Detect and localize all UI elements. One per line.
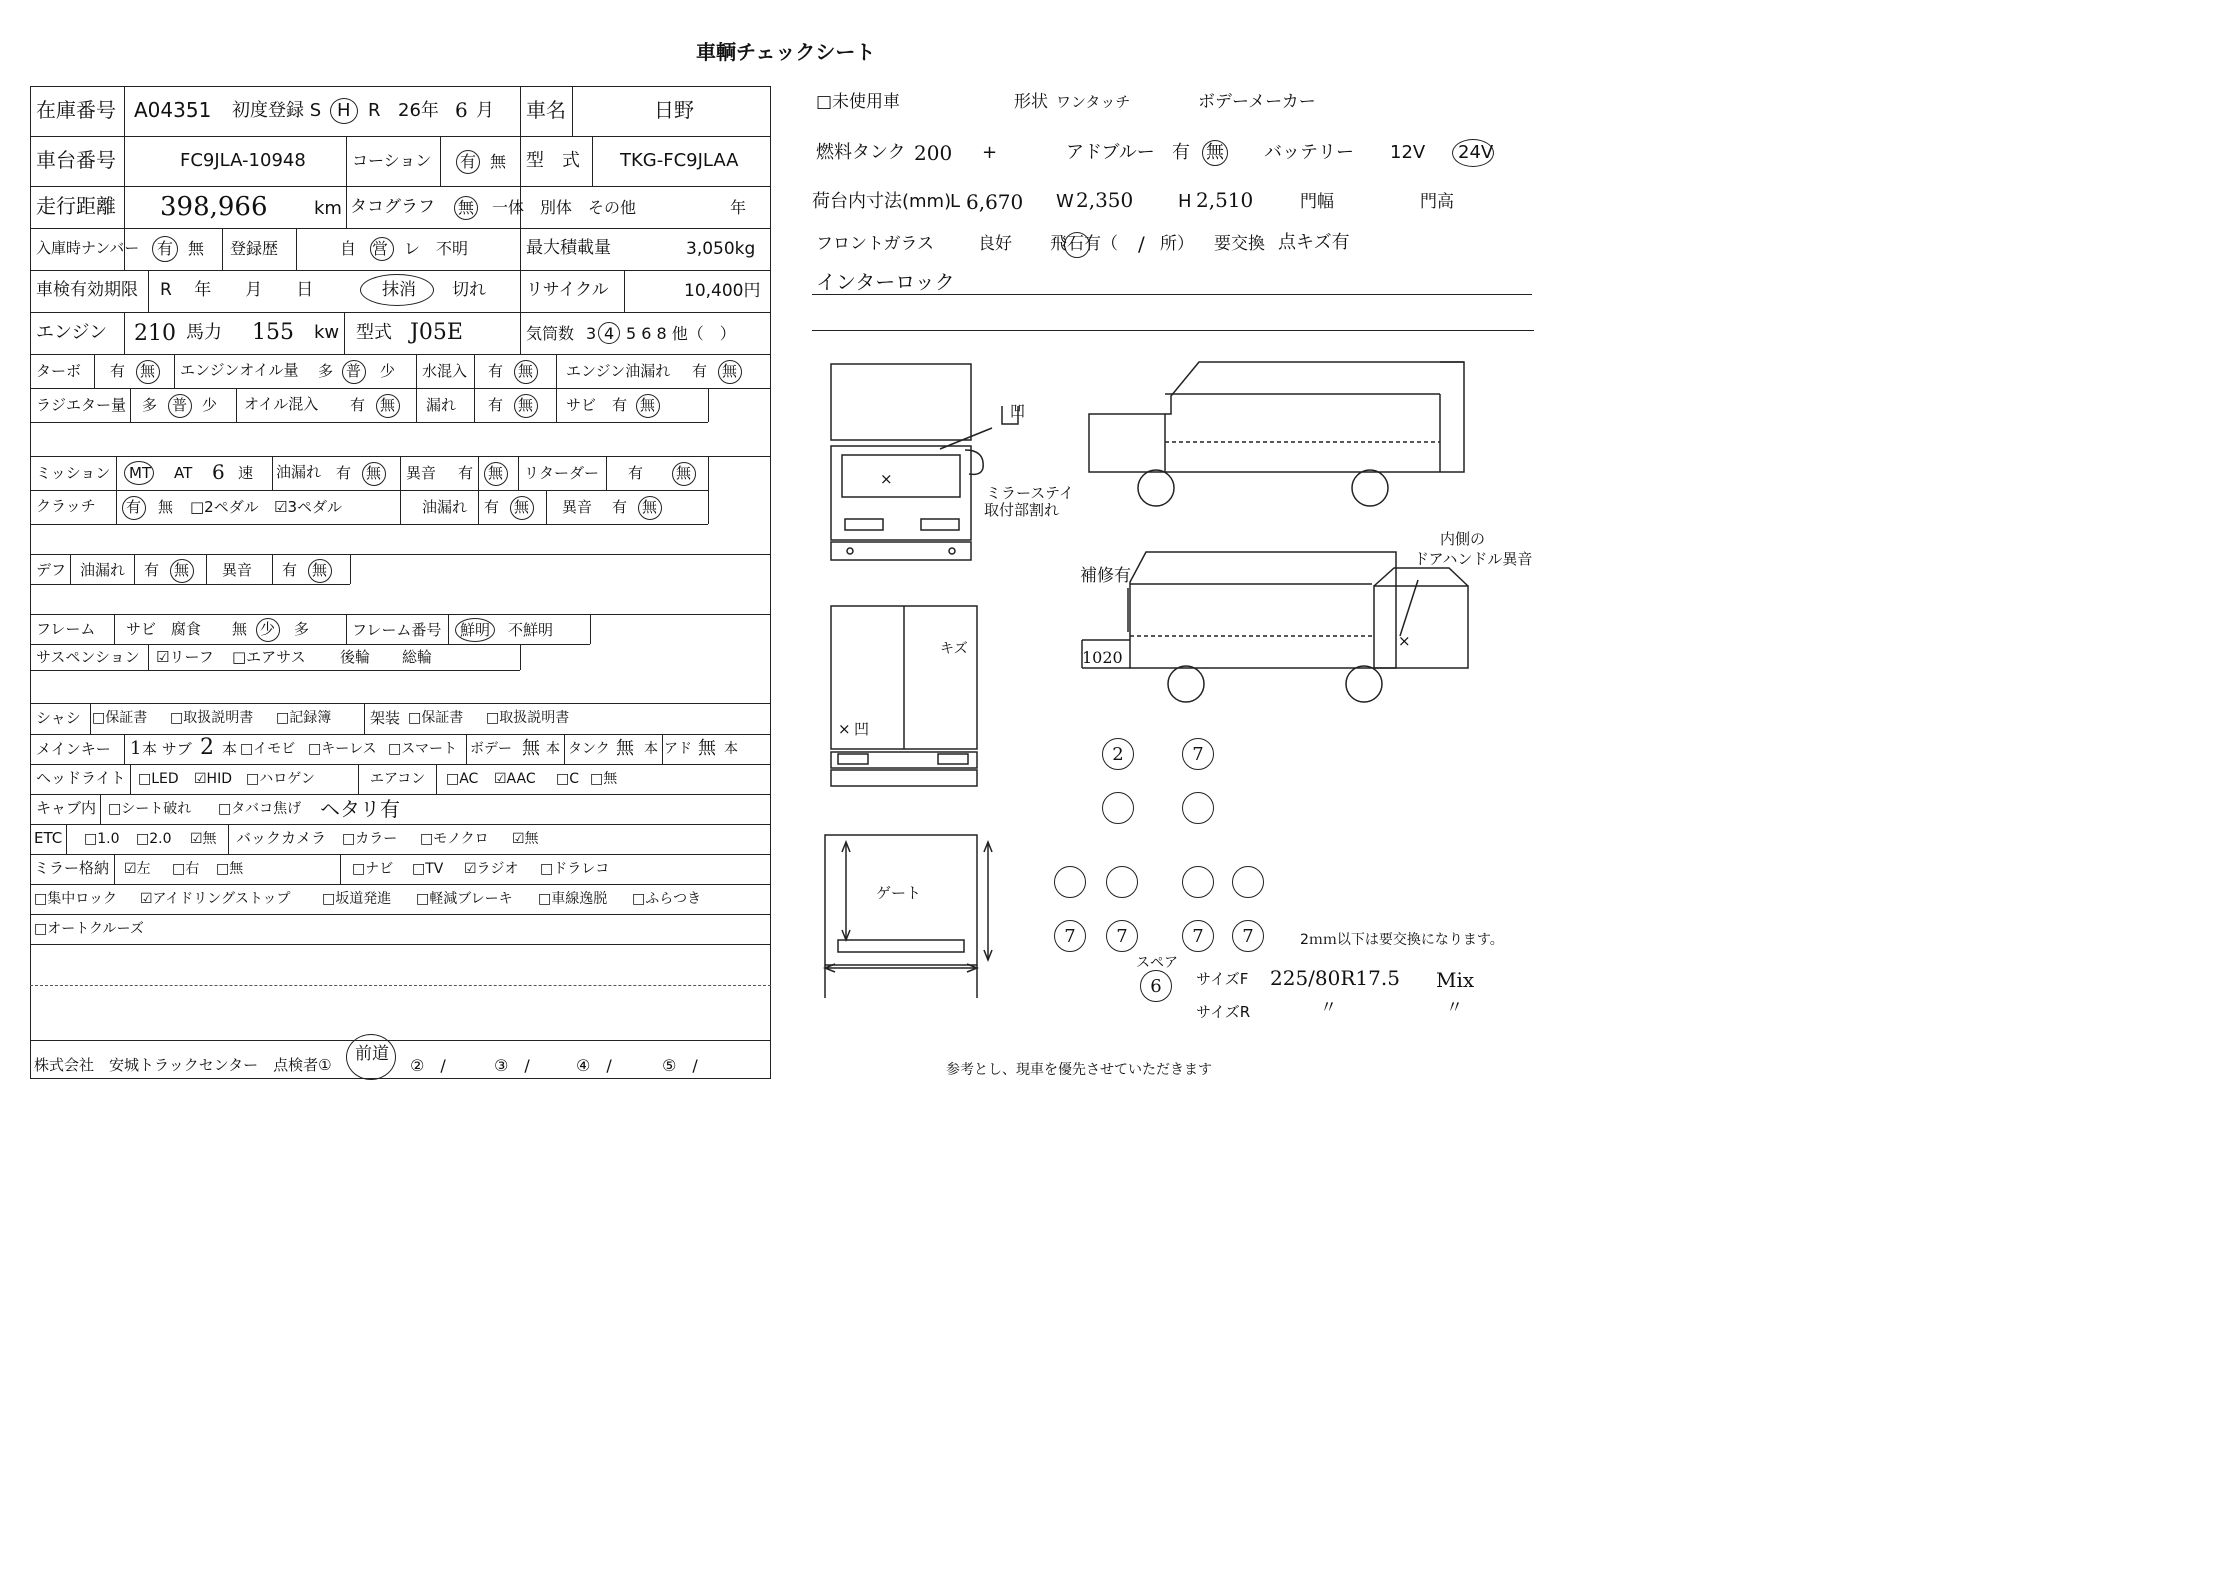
mission-noise-label: 異音 [406,464,437,482]
lane-departure-check[interactable]: □車線逸脱 [538,891,608,907]
mileage-label: 走行距離 [36,194,116,218]
page-title: 車輌チェックシート [696,40,876,64]
tire-rear2-inner-left: 7 [1106,920,1138,952]
diff-label: デフ [36,561,67,579]
front-view-roof [831,364,971,440]
air-suspension-check[interactable]: □エアサス [232,648,306,666]
leak-label: 漏れ [426,396,457,414]
cab-label: キャブ内 [36,799,97,817]
radio-check[interactable]: ☑ラジオ [464,861,519,877]
tire-rear-outer-left [1054,866,1086,898]
windshield-chip: 飛石有（ [1050,234,1118,254]
diff-noise-label: 異音 [222,561,253,579]
mirror-none-check[interactable]: □無 [216,861,244,877]
bed-l-value: 6,670 [966,190,1024,214]
mission-noise-yes: 有 [458,464,474,482]
frame-few: 少 [260,620,276,638]
oil-few: 少 [380,362,396,380]
frame-none: 無 [232,620,248,638]
reg-month-unit: 月 [476,100,494,121]
inspection-label: 車検有効期限 [36,280,138,300]
disclaimer-note: 参考とし、現車を優先させていただきます [946,1062,1212,1078]
three-pedal-check[interactable]: ☑3ペダル [274,498,342,516]
cab-note: ヘタリ有 [320,797,400,821]
key-text-hon: 本 [222,740,238,758]
mission-noise-no: 無 [488,464,504,482]
leaf-check[interactable]: ☑リーフ [156,648,214,666]
coating-yes: 有 [460,152,477,171]
gate-height-label: 門高 [1420,192,1454,212]
fuel-tank-label: 燃料タンク [816,142,906,163]
chassis-warranty-check[interactable]: □保証書 [92,710,148,726]
seat-tear-check[interactable]: □シート破れ [108,801,192,817]
mission-label: ミッション [36,464,111,482]
hid-check[interactable]: ☑HID [194,771,232,787]
c-check[interactable]: □C [556,771,580,787]
frame-many: 多 [294,620,310,638]
chassis-docs-label: シャシ [36,709,81,727]
engine-label: エンジン [36,322,108,343]
reg-history-label: 登録歴 [230,239,279,258]
battery-12v: 12V [1390,142,1426,163]
camera-mono-check[interactable]: □モノクロ [420,831,489,847]
clutch-noise-yes: 有 [612,498,628,516]
shape-label: 形状 [1014,92,1048,112]
mission-leak-yes: 有 [336,464,352,482]
frame-label: フレーム [36,620,96,638]
spare-label: スペア [1136,955,1178,971]
tire-front-right: 7 [1182,738,1214,770]
frame-number-label: フレーム番号 [352,621,442,639]
tacho-options: 一体 別体 その他 [492,198,637,217]
inspection-expired: 切れ [452,280,486,300]
kw-unit: kw [314,322,340,343]
hill-start-check[interactable]: □坂道発進 [322,891,392,907]
clutch-no: 無 [158,498,174,516]
gate-label: ゲート [876,884,922,902]
diff-leak-no: 無 [174,561,190,579]
reg-month-value: 6 [455,98,468,122]
body-key-label: ボデー [470,741,512,757]
clutch-leak-yes: 有 [484,498,500,516]
size-rear-label: サイズR [1196,1003,1251,1021]
camera-color-check[interactable]: □カラー [342,831,398,847]
tire-replace-note: 2ｍｍ以下は要交換になります。 [1300,932,1504,948]
aircon-none-check[interactable]: □無 [590,771,618,787]
rust-label: サビ [566,396,597,414]
body-maker-label: ボデーメーカー [1198,92,1316,112]
cruise-check[interactable]: □オートクルーズ [34,921,144,937]
key-text-sub: 本 サブ [142,740,192,758]
tv-check[interactable]: □TV [412,861,444,877]
adblue-label: アドブルー [1066,142,1155,163]
tacho-year: 年 [730,198,747,217]
inspection-cancelled: 抹消 [382,280,416,300]
retarder-no: 無 [676,464,692,482]
clutch-yes: 有 [126,498,142,516]
size-rear-note: 〃 [1446,998,1463,1018]
front-view-cab [831,446,971,540]
repair-note: 補修有 [1080,566,1131,586]
engine-model-label: 型式 [356,322,392,343]
adblue-key-label: アド [664,741,692,757]
spare-tire: 6 [1140,970,1172,1002]
aac-check[interactable]: ☑AAC [494,771,536,787]
idling-stop-check[interactable]: ☑アイドリングストップ [140,891,291,907]
front-dent-note: 凹 [1010,402,1026,420]
adblue-no: 無 [1206,142,1224,163]
hp-label: 馬力 [186,322,222,343]
unused-vehicle-check[interactable]: □未使用車 [816,92,901,112]
brake-assist-check[interactable]: □軽減ブレーキ [416,891,513,907]
stock-number: A04351 [134,98,212,122]
reg-year: 26年 [398,100,439,121]
cylinder-options-rest: 5 6 8 他（ ） [626,324,736,343]
side-scratch-mark: × [1398,632,1411,650]
frame-clear: 鮮明 [460,621,491,639]
door-note-2: ドアハンドル異音 [1414,550,1533,568]
cylinder-option-3: 3 [586,324,597,343]
tire-front-left: 2 [1102,738,1134,770]
headlight-label: ヘッドライト [36,769,126,787]
inspector-slot-3: ③ / [494,1056,530,1075]
etc-2-check[interactable]: □2.0 [136,831,172,847]
inspector-slot-2: ② / [410,1056,446,1075]
chassis-number: FC9JLA-10948 [180,150,306,171]
etc-label: ETC [34,829,63,847]
mission-at: AT [174,464,193,482]
turbo-label: ターボ [36,362,82,380]
cylinder-label: 気筒数 [526,324,575,343]
wobble-check[interactable]: □ふらつき [632,891,702,907]
inspection-date-fields: R 年 月 日 [160,280,314,300]
suspension-label: サスペンション [36,648,140,666]
coating-label: コーション [352,151,432,170]
engine-kw-value: 155 [252,320,294,345]
all-wheel: 総輪 [402,648,433,666]
mirror-stay-note: ミラーステイ [986,484,1074,502]
water-yes: 有 [488,362,504,380]
body-key-value: 無 [522,738,540,759]
mirror-crack-note: 取付部割れ [984,501,1060,519]
clutch-leak-label: 油漏れ [422,498,468,516]
model-value: TKG-FC9JLAA [620,150,739,171]
water-mix-label: 水混入 [422,362,468,380]
mileage-value: 398,966 [160,192,268,222]
rear-dent-note: 凹 [854,720,870,738]
era-h: H [337,100,351,121]
turbo-no: 無 [140,362,156,380]
tire-front2-left [1102,792,1134,824]
tire-front2-right [1182,792,1214,824]
bed-h-value: 2,510 [1196,188,1254,212]
diff-leak-yes: 有 [144,561,160,579]
engine-oil-leak-label: エンジン油漏れ [566,362,671,380]
size-front-value: 225/80R17.5 [1270,966,1400,990]
rear-dent-mark: × [838,720,851,738]
frame-unclear: 不鮮明 [508,621,554,639]
cig-burn-check[interactable]: □タバコ焦げ [218,801,302,817]
inspector-name: 前道 [355,1044,389,1064]
engine-hp-value: 210 [134,321,176,346]
etc-none-check[interactable]: ☑無 [190,831,217,847]
size-front-label: サイズF [1196,970,1249,988]
mission-leak-label: 油漏れ [276,463,322,481]
diff-noise-no: 無 [312,561,328,579]
diff-noise-yes: 有 [282,561,298,579]
dashcam-check[interactable]: □ドラレコ [540,861,610,877]
model-label: 型 式 [526,150,580,171]
radiator-normal: 普 [172,396,188,414]
body-key-unit: 本 [546,741,560,757]
size-rear-value: 〃 [1320,998,1337,1018]
retarder-label: リターダー [524,464,600,482]
windshield-note: 点キズ有 [1278,232,1350,253]
fuel-tank-value: 200 [914,141,953,165]
mirror-left-check[interactable]: ☑左 [124,861,151,877]
coating-no: 無 [490,152,507,171]
chassis-label: 車台番号 [36,148,116,172]
bed-w-value: 2,350 [1076,188,1134,212]
truck-side-cab-1 [1089,414,1165,472]
clutch-noise-no: 無 [642,498,658,516]
door-note-1: 内側の [1440,530,1486,548]
mission-mt: MT [129,464,152,482]
first-reg-label: 初度登録 S [232,100,322,121]
fuel-plus: + [982,142,998,163]
recycle-label: リサイクル [526,280,609,300]
plate-no: 無 [188,239,205,258]
navi-check[interactable]: □ナビ [352,861,394,877]
tire-rear-inner-left [1106,866,1138,898]
adblue-key-unit: 本 [724,741,738,757]
front-scratch-mark: × [880,470,893,488]
main-key-count: 1 [130,738,142,759]
oil-many: 多 [318,362,334,380]
mirror-right-check[interactable]: □右 [172,861,200,877]
ac-check[interactable]: □AC [446,771,479,787]
chassis-manual-check[interactable]: □取扱説明書 [170,710,254,726]
chassis-record-check[interactable]: □記録簿 [276,710,332,726]
turbo-yes: 有 [110,362,126,380]
tire-rear2-outer-left: 7 [1054,920,1086,952]
keyless-check[interactable]: □キーレス [308,741,377,757]
tacho-label: タコグラフ [350,197,435,217]
camera-none-check[interactable]: ☑無 [512,831,539,847]
cylinder-selected: 4 [604,324,615,343]
clutch-noise-label: 異音 [562,498,593,516]
mission-speed-unit: 速 [238,464,254,482]
windshield-chip-end: 所） [1160,234,1194,254]
diff-leak-label: 油漏れ [80,561,126,579]
engine-leak-yes: 有 [692,362,708,380]
gate-width-label: 門幅 [1300,192,1334,212]
inspector-slot-5: ⑤ / [662,1056,698,1075]
tank-key-label: タンク [568,741,610,757]
oil-mix-label: オイル混入 [244,395,319,413]
oil-normal: 普 [346,362,362,380]
plate-label: 入庫時ナンバー [36,239,140,257]
body-docs-label: 架装 [370,709,401,727]
tire-rear-outer-right [1232,866,1264,898]
etc-1-check[interactable]: □1.0 [84,831,120,847]
adblue-key-value: 無 [698,738,716,759]
tire-rear-inner-right [1182,866,1214,898]
adblue-yes: 有 [1172,142,1190,163]
bed-l-label: L [950,191,961,212]
aircon-label: エアコン [370,771,426,787]
engine-model-value: J05E [410,320,463,345]
radiator-many: 多 [142,396,158,414]
rear-wheel: 後輪 [340,648,371,666]
windshield-label: フロントガラス [816,234,934,254]
interlock-note: インターロック [816,270,955,294]
bed-w-label: W [1056,191,1074,212]
stock-label: 在庫番号 [36,98,116,122]
radiator-label: ラジエター量 [36,396,127,414]
sub-key-count: 2 [200,735,214,760]
era-r: R [368,100,381,121]
windshield-good: 良好 [978,234,1012,254]
mileage-unit: km [314,198,342,219]
battery-label: バッテリー [1264,142,1354,163]
tank-key-value: 無 [616,738,634,759]
plate-yes: 有 [157,239,174,258]
clutch-leak-no: 無 [514,498,530,516]
size-front-note: Mix [1436,968,1475,992]
max-load-label: 最大積載量 [526,238,611,258]
smart-key-check[interactable]: □スマート [388,741,457,757]
windshield-replace: 要交換 [1214,234,1265,254]
back-camera-label: バックカメラ [236,829,327,847]
car-name-label: 車名 [526,98,566,122]
tire-rear2-inner-right: 7 [1182,920,1214,952]
reg-history-options: 自 営 レ 不明 [340,239,469,258]
company-inspector: 株式会社 安城トラックセンター 点検者① [34,1056,332,1074]
central-lock-check[interactable]: □集中ロック [34,891,117,907]
oilmix-yes: 有 [350,396,366,414]
clutch-label: クラッチ [36,497,96,515]
mission-speed-value: 6 [212,460,225,484]
leak-no: 無 [518,396,534,414]
retarder-yes: 有 [628,464,644,482]
shape-value: ワンタッチ [1056,93,1131,111]
bed-size-label: 荷台内寸法(mm) [812,191,952,212]
led-check[interactable]: □LED [138,771,179,787]
halogen-check[interactable]: □ハロゲン [246,771,315,787]
leak-yes: 有 [488,396,504,414]
recycle-value: 10,400円 [684,281,761,301]
main-key-label: メインキー [36,740,111,758]
immobilizer-check[interactable]: □イモビ [240,741,296,757]
body-manual-check[interactable]: □取扱説明書 [486,710,570,726]
tacho-none: 無 [458,198,475,217]
rust-no: 無 [640,396,656,414]
windshield-chip-count: / [1138,232,1145,256]
rear-scratch-note: キズ [940,641,968,657]
tire-rear2-outer-right: 7 [1232,920,1264,952]
inspector-slot-4: ④ / [576,1056,612,1075]
body-warranty-check[interactable]: □保証書 [408,710,464,726]
rust-yes: 有 [612,396,628,414]
bed-h-label: H [1178,191,1192,212]
radiator-few: 少 [202,396,218,414]
tank-key-unit: 本 [644,741,658,757]
water-no: 無 [518,362,534,380]
mission-leak-no: 無 [366,464,382,482]
mirror-fold-label: ミラー格納 [34,859,110,877]
max-load-value: 3,050kg [686,239,756,259]
engine-leak-no: 無 [722,362,738,380]
height-1020: 1020 [1082,648,1123,667]
car-name: 日野 [654,98,694,122]
two-pedal-check[interactable]: □2ペダル [190,498,259,516]
frame-rust-label: サビ 腐食 [126,620,202,638]
oil-amount-label: エンジンオイル量 [180,361,299,379]
oilmix-no: 無 [380,396,396,414]
battery-24v: 24V [1458,142,1494,163]
